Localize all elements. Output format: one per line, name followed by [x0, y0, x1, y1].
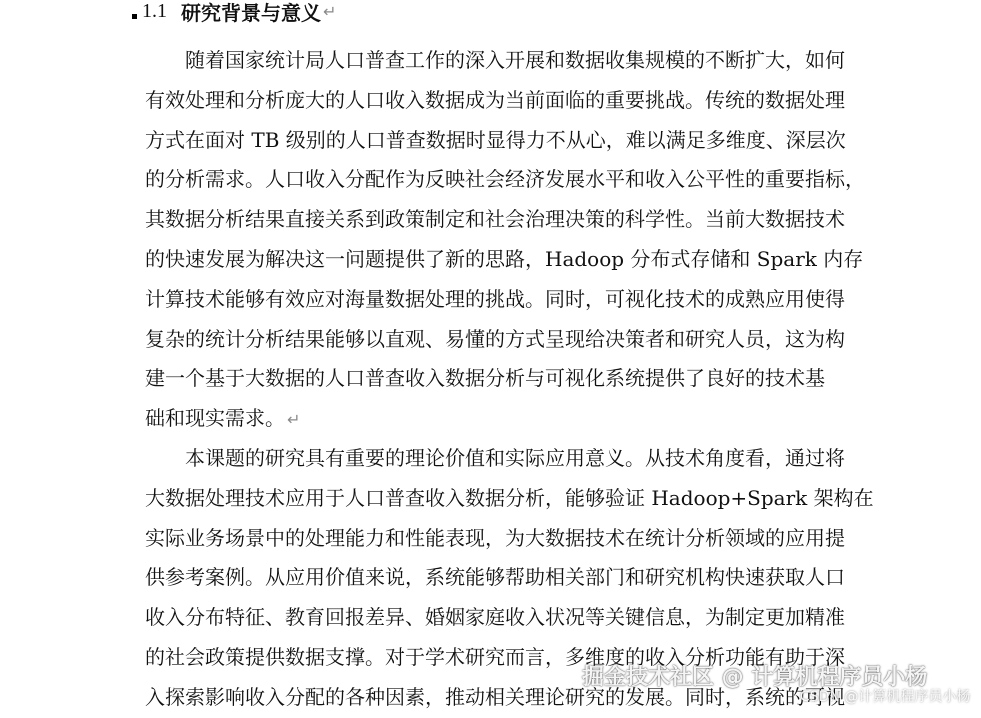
text-line: 的分析需求。人口收入分配作为反映社会经济发展水平和收入公平性的重要指标， — [145, 167, 865, 192]
text-line-last — [145, 399, 905, 439]
section-title: 研究背景与意义 — [181, 0, 321, 25]
text-line: 有效处理和分析庞大的人口收入数据成为当前面临的重要挑战。传统的数据处理 — [145, 87, 845, 112]
text-line: 大数据处理技术应用于人口普查收入数据分析，能够验证 Hadoop+Spark 架构在 — [145, 485, 874, 510]
text-line: 实际业务场景中的处理能力和性能表现，为大数据技术在统计分析领域的应用提 — [145, 525, 845, 550]
text-line: 复杂的统计分析结果能够以直观、易懂的方式呈现给决策者和研究人员，这为构 — [145, 326, 845, 351]
text-line: 随着国家统计局人口普查工作的深入开展和数据收集规模的不断扩大，如何 — [185, 48, 845, 72]
paragraph-background — [145, 41, 905, 439]
text-line: 收入分布特征、教育回报差异、婚姻家庭收入状况等关键信息，为制定更加精准 — [145, 605, 845, 630]
text-line: 本课题的研究具有重要的理论价值和实际应用意义。从技术角度看，通过将 — [185, 445, 845, 470]
text-line: 其数据分析结果直接关系到政策制定和社会治理决策的科学性。当前大数据技术 — [145, 207, 845, 232]
watermark-secondary: CSDN @计算机程序员小杨 — [800, 689, 971, 705]
text-line: 计算技术能够有效应对海量数据处理的挑战。同时，可视化技术的成熟应用使得 — [145, 286, 845, 311]
text-line: 入探索影响收入分配的各种因素，推动相关理论研究的发展。同时，系统的可视 — [145, 684, 845, 709]
heading-bullet-marker — [132, 14, 137, 19]
watermark-main: 掘金技术社区 @ 计算机程序员小杨 — [582, 665, 928, 690]
paragraph-mark-icon: ↵ — [287, 410, 301, 430]
text-line: 建一个基于大数据的人口普查收入数据分析与可视化系统提供了良好的技术基 — [145, 366, 825, 391]
section-number: 1.1 — [142, 0, 167, 22]
text-line: 的快速发展为解决这一问题提供了新的思路，Hadoop 分布式存储和 Spark 内存 — [145, 246, 864, 271]
text-line-content: 础和现实需求。 — [145, 406, 285, 431]
text-line: 供参考案例。从应用价值来说，系统能够帮助相关部门和研究机构快速获取人口 — [145, 565, 845, 590]
paragraph-mark-icon: ↵ — [323, 1, 337, 21]
section-heading — [132, 0, 336, 26]
text-line: 的社会政策提供数据支撑。对于学术研究而言，多维度的收入分析功能有助于深 — [145, 644, 845, 669]
body-text — [145, 41, 905, 718]
text-line: 方式在面对 TB 级别的人口普查数据时显得力不从心，难以满足多维度、深层次 — [145, 127, 846, 152]
